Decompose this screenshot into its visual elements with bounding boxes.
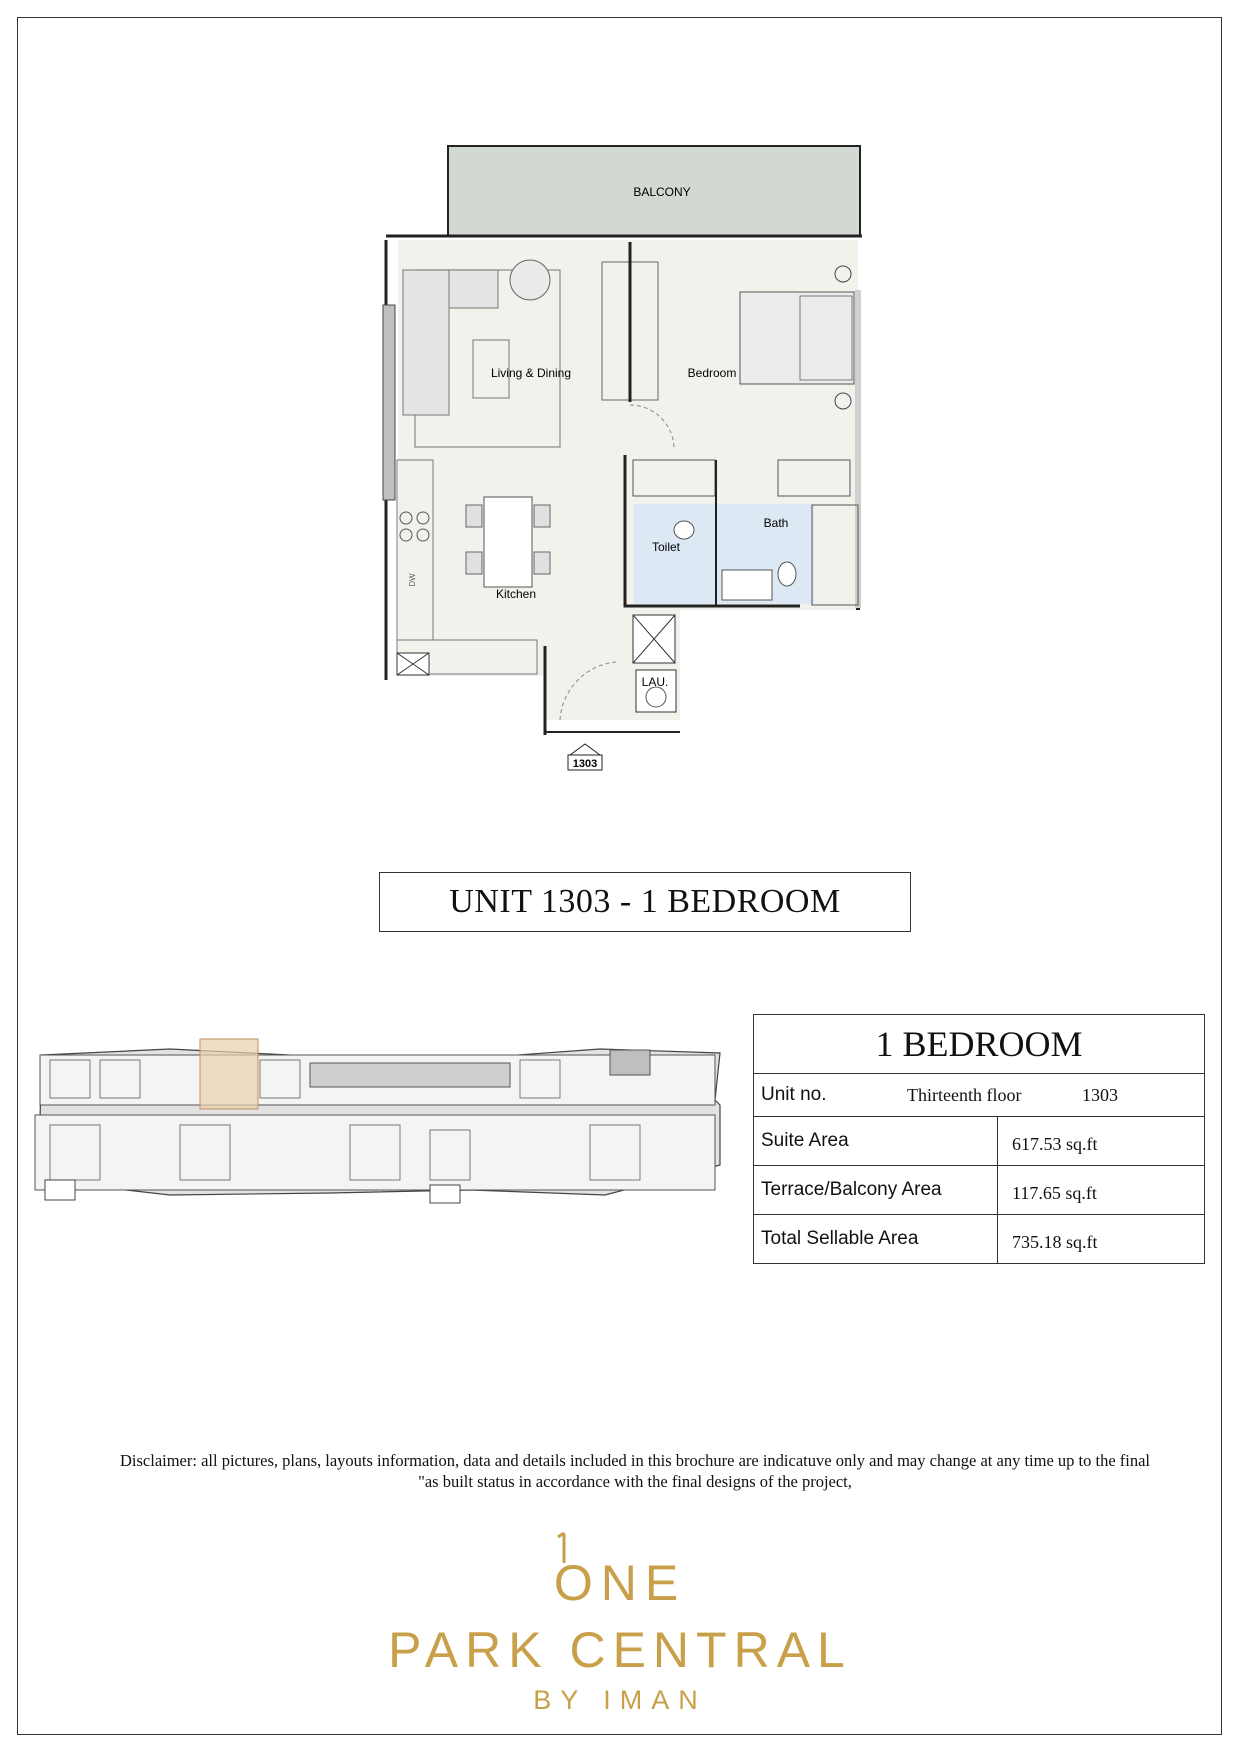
key-plan bbox=[30, 1035, 730, 1215]
total-area-value: 735.18 sq.ft bbox=[998, 1215, 1205, 1264]
unit-floor-plan bbox=[0, 0, 1241, 800]
room-label-kitchen: Kitchen bbox=[495, 587, 537, 601]
room-label-bedroom: Bedroom bbox=[687, 366, 737, 380]
disclaimer-line-2: "as built status in accordance with the final designs of the project, bbox=[418, 1472, 852, 1491]
balcony-area-value: 117.65 sq.ft bbox=[998, 1166, 1205, 1215]
dishwasher-label: DW bbox=[408, 573, 417, 587]
one-park-central-logo bbox=[340, 1525, 900, 1715]
room-label-balcony: BALCONY bbox=[633, 185, 691, 199]
table-heading: 1 BEDROOM bbox=[754, 1015, 1205, 1074]
logo-one: ONE bbox=[553, 1555, 687, 1611]
disclaimer bbox=[60, 1450, 1210, 1492]
room-label-laundry: LAU. bbox=[641, 675, 669, 689]
suite-area-value: 617.53 sq.ft bbox=[998, 1117, 1205, 1166]
suite-area-label: Suite Area bbox=[754, 1117, 998, 1166]
unit-tag: 1303 bbox=[572, 758, 598, 770]
disclaimer-line-1: Disclaimer: all pictures, plans, layouts information, data and details included in this brochure are indicatuve only and may change at any time up to the final bbox=[119, 1451, 1151, 1470]
unit-number-value: 1303 bbox=[1082, 1084, 1118, 1105]
unit-number-row bbox=[754, 1074, 1205, 1117]
logo-by-iman: BY IMAN bbox=[533, 1685, 707, 1715]
table-row bbox=[754, 1215, 1205, 1264]
room-label-toilet: Toilet bbox=[651, 540, 681, 554]
unit-info-table bbox=[753, 1014, 1205, 1264]
logo-park-central: PARK CENTRAL bbox=[388, 1622, 852, 1678]
room-label-living: Living & Dining bbox=[490, 366, 572, 380]
room-label-bath: Bath bbox=[763, 516, 789, 530]
table-row bbox=[754, 1166, 1205, 1215]
total-area-label: Total Sellable Area bbox=[754, 1215, 998, 1264]
unit-no-label: Unit no. bbox=[761, 1084, 827, 1105]
table-row bbox=[754, 1117, 1205, 1166]
unit-title: UNIT 1303 - 1 BEDROOM bbox=[379, 872, 911, 932]
floor-value: Thirteenth floor bbox=[907, 1084, 1022, 1105]
balcony-area-label: Terrace/Balcony Area bbox=[754, 1166, 998, 1215]
